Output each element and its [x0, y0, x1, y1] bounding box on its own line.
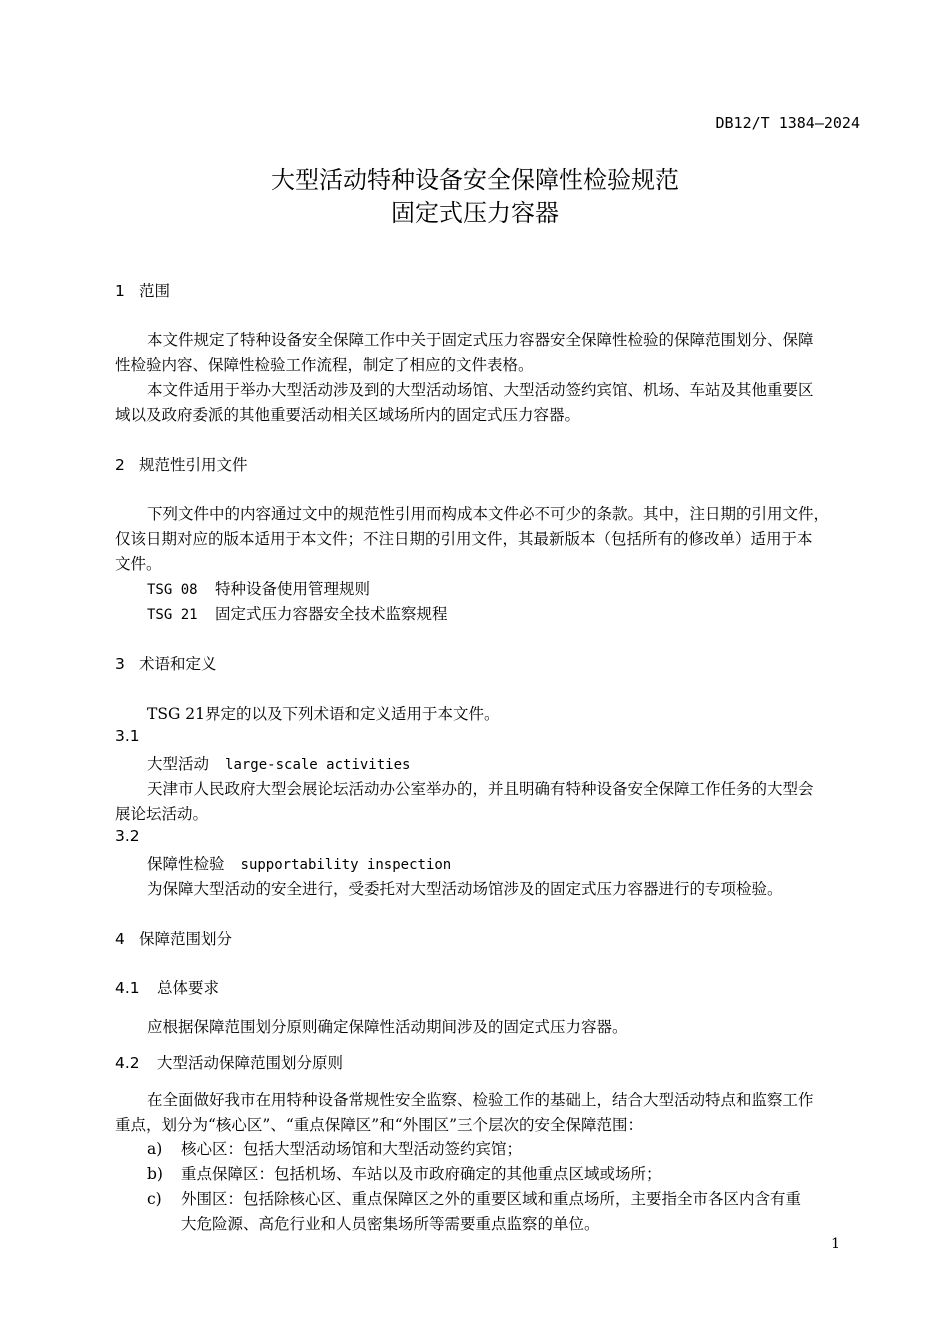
list-item-continuation: 大危险源、高危行业和人员密集场所等需要重点监察的单位。 — [181, 1215, 600, 1233]
paragraph-line: 重点，划分为“核心区”、“重点保障区”和“外围区”三个层次的安全保障范围： — [115, 1116, 644, 1134]
paragraph-line: 在全面做好我市在用特种设备常规性安全监察、检验工作的基础上，结合大型活动特点和监察工作 — [147, 1091, 814, 1109]
list-item — [147, 1187, 801, 1209]
section-number: 3 — [115, 655, 125, 673]
section-number: 1 — [115, 282, 125, 300]
paragraph-line: 仅该日期对应的版本适用于本文件；不注日期的引用文件，其最新版本（包括所有的修改单）适用于本 — [115, 530, 813, 548]
list-item-text: 外围区：包括除核心区、重点保障区之外的重要区域和重点场所，主要指全市各区内含有重 — [181, 1190, 802, 1208]
section-title: 保障范围划分 — [139, 930, 233, 948]
term-definition: 天津市人民政府大型会展论坛活动办公室举办的，并且明确有特种设备安全保障工作任务的大型会 — [147, 780, 814, 798]
standard-code: DB12/T 1384—2024 — [715, 114, 860, 132]
list-marker: c) — [147, 1190, 162, 1208]
list-item — [147, 1162, 662, 1184]
list-marker: b) — [147, 1165, 163, 1183]
paragraph-line: 本文件适用于举办大型活动涉及到的大型活动场馆、大型活动签约宾馆、机场、车站及其他重要区 — [147, 381, 814, 399]
term-entry — [147, 852, 451, 874]
term-chinese: 保障性检验 — [147, 855, 225, 873]
paragraph-line: 应根据保障范围划分原则确定保障性活动期间涉及的固定式压力容器。 — [147, 1018, 628, 1036]
term-definition: 展论坛活动。 — [115, 805, 209, 823]
section-title: 范围 — [139, 282, 171, 300]
document-title-line2: 固定式压力容器 — [391, 199, 559, 227]
reference-item — [147, 577, 370, 599]
subsection-4-1-heading — [115, 976, 219, 998]
reference-title: 固定式压力容器安全技术监察规程 — [215, 605, 448, 623]
section-number: 4 — [115, 930, 125, 948]
term-number: 3.1 — [115, 727, 140, 745]
term-english: large-scale activities — [225, 757, 411, 773]
term-definition: 为保障大型活动的安全进行，受委托对大型活动场馆涉及的固定式压力容器进行的专项检验。 — [147, 880, 783, 898]
term-number: 3.2 — [115, 827, 140, 845]
section-number: 2 — [115, 456, 125, 474]
paragraph-line: 下列文件中的内容通过文中的规范性引用而构成本文件必不可少的条款。其中，注日期的引用文件， — [147, 505, 830, 523]
section-title: 规范性引用文件 — [139, 456, 248, 474]
reference-title: 特种设备使用管理规则 — [215, 580, 371, 598]
subsection-number: 4.1 — [115, 979, 140, 997]
section-title: 术语和定义 — [139, 655, 217, 673]
paragraph-line: 文件。 — [115, 555, 162, 573]
subsection-title: 大型活动保障范围划分原则 — [157, 1054, 344, 1072]
document-title-line1: 大型活动特种设备安全保障性检验规范 — [271, 166, 679, 194]
term-english: supportability inspection — [240, 857, 452, 873]
subsection-4-2-heading — [115, 1051, 343, 1073]
paragraph-line: 性检验内容、保障性检验工作流程，制定了相应的文件表格。 — [115, 356, 534, 374]
reference-code: TSG 08 — [147, 582, 198, 598]
paragraph-line: TSG 21界定的以及下列术语和定义适用于本文件。 — [147, 705, 500, 723]
section-3-heading — [115, 652, 217, 674]
reference-code: TSG 21 — [147, 607, 198, 623]
list-item — [147, 1137, 522, 1159]
paragraph-line: 域以及政府委派的其他重要活动相关区域场所内的固定式压力容器。 — [115, 406, 581, 424]
list-marker: a) — [147, 1140, 163, 1158]
page-number: 1 — [831, 1236, 840, 1252]
reference-item — [147, 602, 448, 624]
list-item-text: 重点保障区：包括机场、车站以及市政府确定的其他重点区域或场所； — [181, 1165, 662, 1183]
section-4-heading — [115, 927, 232, 949]
list-item-text: 核心区：包括大型活动场馆和大型活动签约宾馆； — [181, 1140, 523, 1158]
section-1-heading — [115, 279, 170, 301]
section-2-heading — [115, 453, 248, 475]
subsection-title: 总体要求 — [157, 979, 220, 997]
subsection-number: 4.2 — [115, 1054, 140, 1072]
paragraph-line: 本文件规定了特种设备安全保障工作中关于固定式压力容器安全保障性检验的保障范围划分、保障 — [147, 331, 814, 349]
term-chinese: 大型活动 — [147, 755, 210, 773]
term-entry — [147, 752, 410, 774]
